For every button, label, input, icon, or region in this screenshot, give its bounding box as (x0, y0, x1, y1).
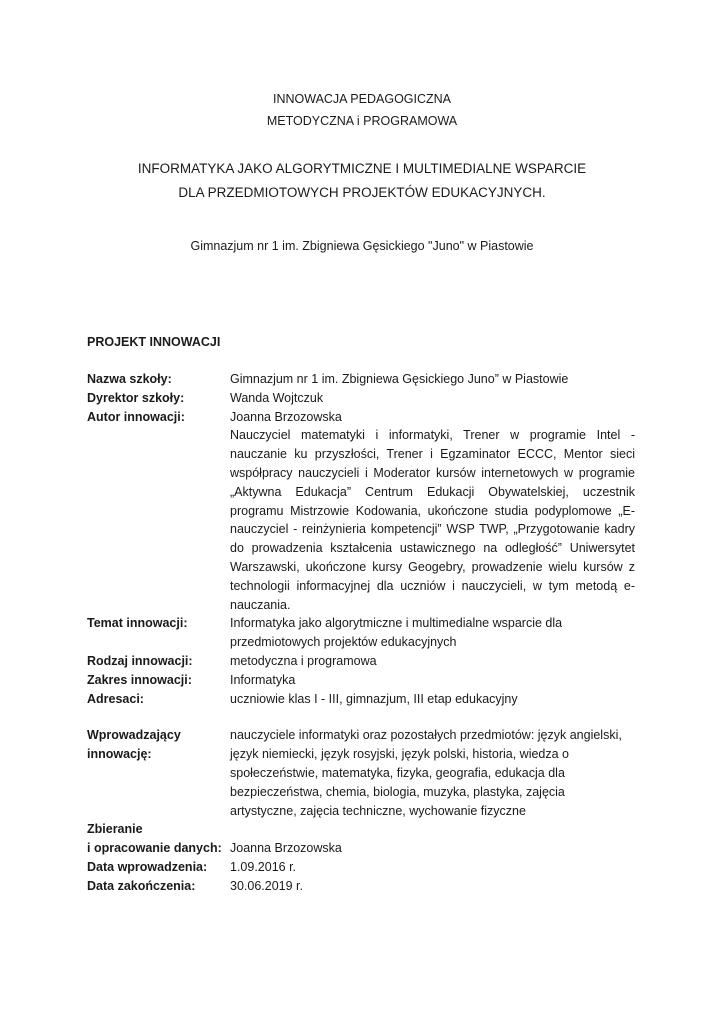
topic-label: Temat innowacji: (87, 616, 188, 631)
author-value: Joanna Brzozowska (230, 409, 342, 424)
collection-label (87, 820, 230, 858)
implementers-label-line-2: innowację: (87, 747, 152, 762)
header-line-2: METODYCZNA i PROGRAMOWA (266, 114, 458, 128)
document-header (0, 88, 724, 132)
section-title: PROJEKT INNOWACJI (87, 335, 221, 349)
school-name-heading: Gimnazjum nr 1 im. Zbigniewa Gęsickiego "Juno" w Piastowie (190, 239, 534, 253)
author-label: Autor innowacji: (87, 409, 185, 424)
collection-label-line-2: i opracowanie danych: (87, 841, 222, 856)
header-line-1: INNOWACJA PEDAGOGICZNA (272, 92, 452, 106)
start-date-row (87, 858, 635, 877)
scope-row (87, 671, 635, 690)
director-value: Wanda Wojtczuk (230, 390, 324, 405)
scope-value: Informatyka (230, 672, 296, 687)
director-label: Dyrektor szkoły: (87, 390, 185, 405)
document-title (0, 157, 724, 205)
director-row (87, 389, 635, 408)
type-value: metodyczna i programowa (230, 653, 377, 668)
implementers-label-line-1: Wprowadzający (87, 728, 181, 743)
collection-value: Joanna Brzozowska (230, 841, 342, 856)
title-line-2: DLA PRZEDMIOTOWYCH PROJEKTÓW EDUKACYJNYCH. (178, 185, 546, 200)
school-row (87, 370, 635, 389)
end-date-row (87, 877, 635, 896)
type-row (87, 652, 635, 671)
author-row (87, 408, 635, 615)
title-line-1: INFORMATYKA JAKO ALGORYTMICZNE I MULTIMEDIALNE WSPARCIE (137, 161, 587, 176)
end-date-value: 30.06.2019 r. (230, 878, 303, 893)
start-date-value: 1.09.2016 r. (230, 859, 297, 874)
implementers-value: nauczyciele informatyki oraz pozostałych przedmiotów: język angielski, język niemiecki, język rosyjski, język polski, historia, wiedza o społeczeństwie, matematyka, fizyka, geografia, edukacja dla bezpieczeństwa, chemia, biologia, muzyka, plastyka, zajęcia artystyczne, zajęcia techniczne, wychowanie fizyczne (230, 728, 622, 818)
addressees-value: uczniowie klas I - III, gimnazjum, III etap edukacyjny (230, 691, 518, 706)
addressees-label: Adresaci: (87, 691, 144, 706)
author-bio: Nauczyciel matematyki i informatyki, Trener w programie Intel - nauczanie ku przyszłości, Trener i Egzaminator ECCC, Mentor sieci współpracy nauczycieli i Moderator kursów internetowych w programie „Aktywna Edukacja” Centrum Edukacji Obywatelskiej, uczestnik programu Mistrzowie Kodowania, ukończone studia podyplomowe „E-nauczyciel - reinżynieria kompetencji” WSP TWP, „Przygotowanie kadry do prowadzenia kształcenia ustawicznego na odległość” Uniwersytet Warszawski, ukończone kursy Geogebry, prowadzenie wielu kursów z technologii informacyjnej dla uczniów i nauczycieli, w tym metodą e-nauczania. (230, 428, 635, 612)
scope-label: Zakres innowacji: (87, 672, 192, 687)
project-details (87, 370, 635, 896)
topic-row (87, 614, 635, 652)
end-date-label: Data zakończenia: (87, 878, 196, 893)
implementers-label (87, 726, 230, 820)
collection-row (87, 820, 635, 858)
start-date-label: Data wprowadzenia: (87, 859, 208, 874)
school-label: Nazwa szkoły: (87, 372, 172, 386)
school-value: Gimnazjum nr 1 im. Zbigniewa Gęsickiego Juno” w Piastowie (230, 372, 569, 386)
topic-value: Informatyka jako algorytmiczne i multimedialne wsparcie dla przedmiotowych projektów edukacyjnych (230, 616, 563, 650)
collection-label-line-1: Zbieranie (87, 822, 143, 837)
addressees-row (87, 690, 635, 709)
implementers-row (87, 726, 635, 820)
type-label: Rodzaj innowacji: (87, 653, 193, 668)
